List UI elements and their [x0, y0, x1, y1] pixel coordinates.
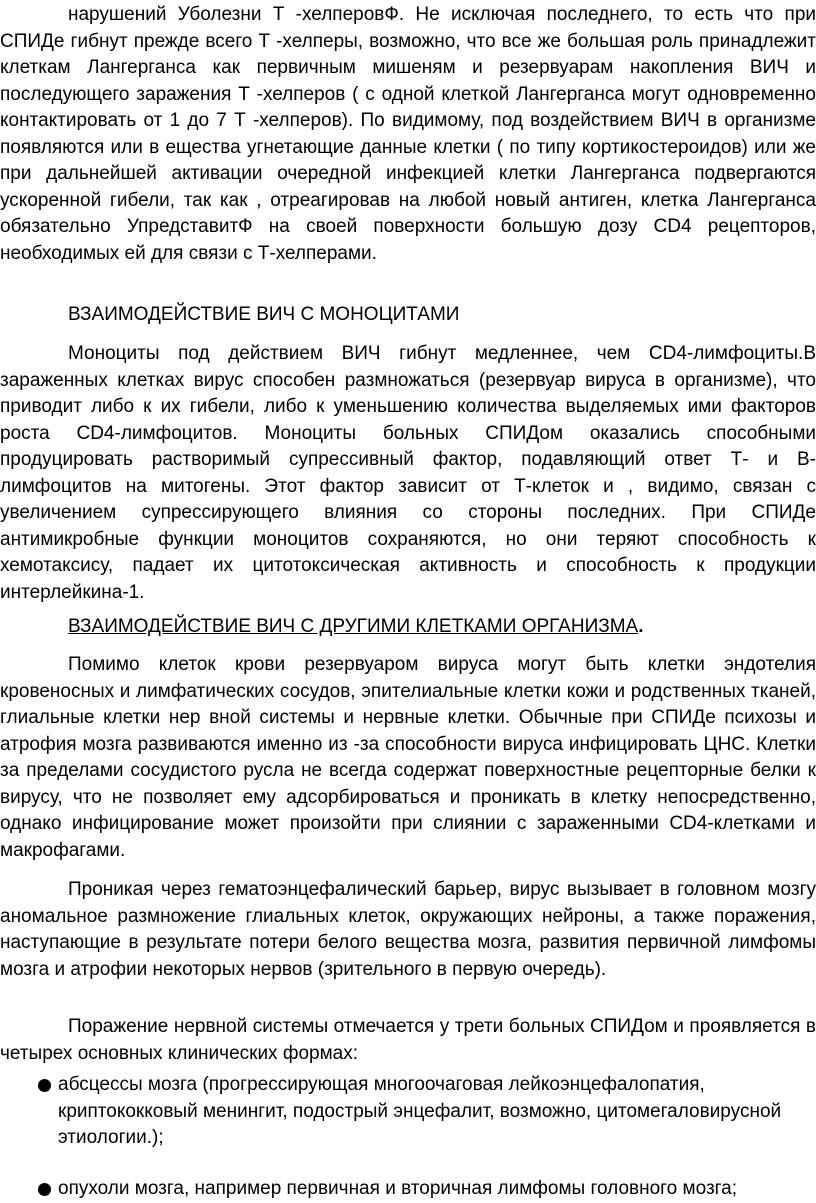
paragraph-monocytes: Моноциты под действием ВИЧ гибнут медленнее, чем CD4-лимфоциты.В зараженных клетках вирус способен размножаться (резервуар вируса в организме), что приводит либо к их гибели, либо к уменьшению количества выделяемых ими факторов роста CD4-лимфоцитов. Моноциты больных СПИДом оказались способными продуцировать растворимый супрессивный фактор, подавляющий ответ Т- и В-лимфоцитов на митогены. Этот фактор зависит от Т-клеток и , видимо, связан с увеличением супрессирующего влияния со стороны последних. При СПИДе антимикробные функции моноцитов сохраняются, но они теряют способность к хемотаксису, падает их цитотоксическая активность и способность к продукции интерлейкина-1.	[0, 343, 816, 603]
paragraph-other-cells: Помимо клеток крови резервуаром вируса могут быть клетки эндотелия кровеносных и лимфатических сосудов, эпителиальные клетки кожи и родственных тканей, глиальные клетки нер вной системы и нервные клетки. Обычные при СПИДе психозы и атрофия мозга развиваются именно из -за способности вируса инфицировать ЦНС. Клетки за пределами сосудистого русла не всегда содержат поверхностные рецепторные белки к вирусу, что не позволяет ему адсорбироваться и проникать в клетку непосредственно, однако инфицирование может произойти при слиянии с зараженными CD4-клетками и макрофагами.	[0, 654, 816, 861]
heading-other-cells-dot: .	[638, 616, 644, 637]
heading-other-cells	[0, 614, 816, 640]
bullet-icon	[38, 1183, 51, 1196]
heading-other-cells-text: ВЗАИМОДЕЙСТВИЕ ВИЧ С ДРУГИМИ КЛЕТКАМИ ОРГАНИЗМА	[68, 616, 639, 637]
list-item-text: абсцессы мозга (прогрессирующая многоочаговая лейкоэнцефалопатия, криптококковый менингит, подострый энцефалит, возможно, цитомегаловирусной этиологии.);	[58, 1074, 782, 1148]
list-item-text: опухоли мозга, например первичная и вторичная лимфомы головного мозга;	[58, 1177, 738, 1199]
list-item	[0, 1072, 816, 1152]
paragraph-langerhans: нарушений Уболезни Т -хелперовФ. Не исключая последнего, то есть что при СПИДе гибнут прежде всего Т -хелперы, возможно, что все же большая роль принадлежит клеткам Лангерганса как первичным мишеням и резервуарам накопления ВИЧ и последующего заражения Т -хелперов ( с одной клеткой Лангерганса могут одновременно контактировать от 1 до 7 Т -хелперов). По видимому, под воздействием ВИЧ в организме появляются или в ещества угнетающие данные клетки ( по типу кортикостероидов) или же при дальнейшей активации очередной инфекцией клетки Лангерганса подвергаются ускоренной гибели, так как , отреагировав на любой новый антиген, клетка Лангерганса обязательно УпредставитФ на своей поверхности большую дозу CD4 рецепторов, необходимых ей для связи с Т-хелперами.	[0, 4, 816, 264]
clinical-forms-list	[0, 1072, 816, 1202]
heading-monocytes	[0, 302, 816, 328]
paragraph-bbb: Проникая через гематоэнцефалический барьер, вирус вызывает в головном мозгу аномальное размножение глиальных клеток, окружающих нейроны, а также поражения, наступающие в результате потери белого вещества мозга, развития первичной лимфомы мозга и атрофии некоторых нервов (зрительного в первую очередь).	[0, 879, 816, 980]
heading-monocytes-text: ВЗАИМОДЕЙСТВИЕ ВИЧ С МОНОЦИТАМИ	[68, 304, 460, 325]
paragraph-nervous-system: Поражение нервной системы отмечается у трети больных СПИДом и проявляется в четырех основных клинических формах:	[0, 1016, 816, 1064]
list-item	[0, 1176, 816, 1203]
bullet-icon	[38, 1079, 51, 1092]
